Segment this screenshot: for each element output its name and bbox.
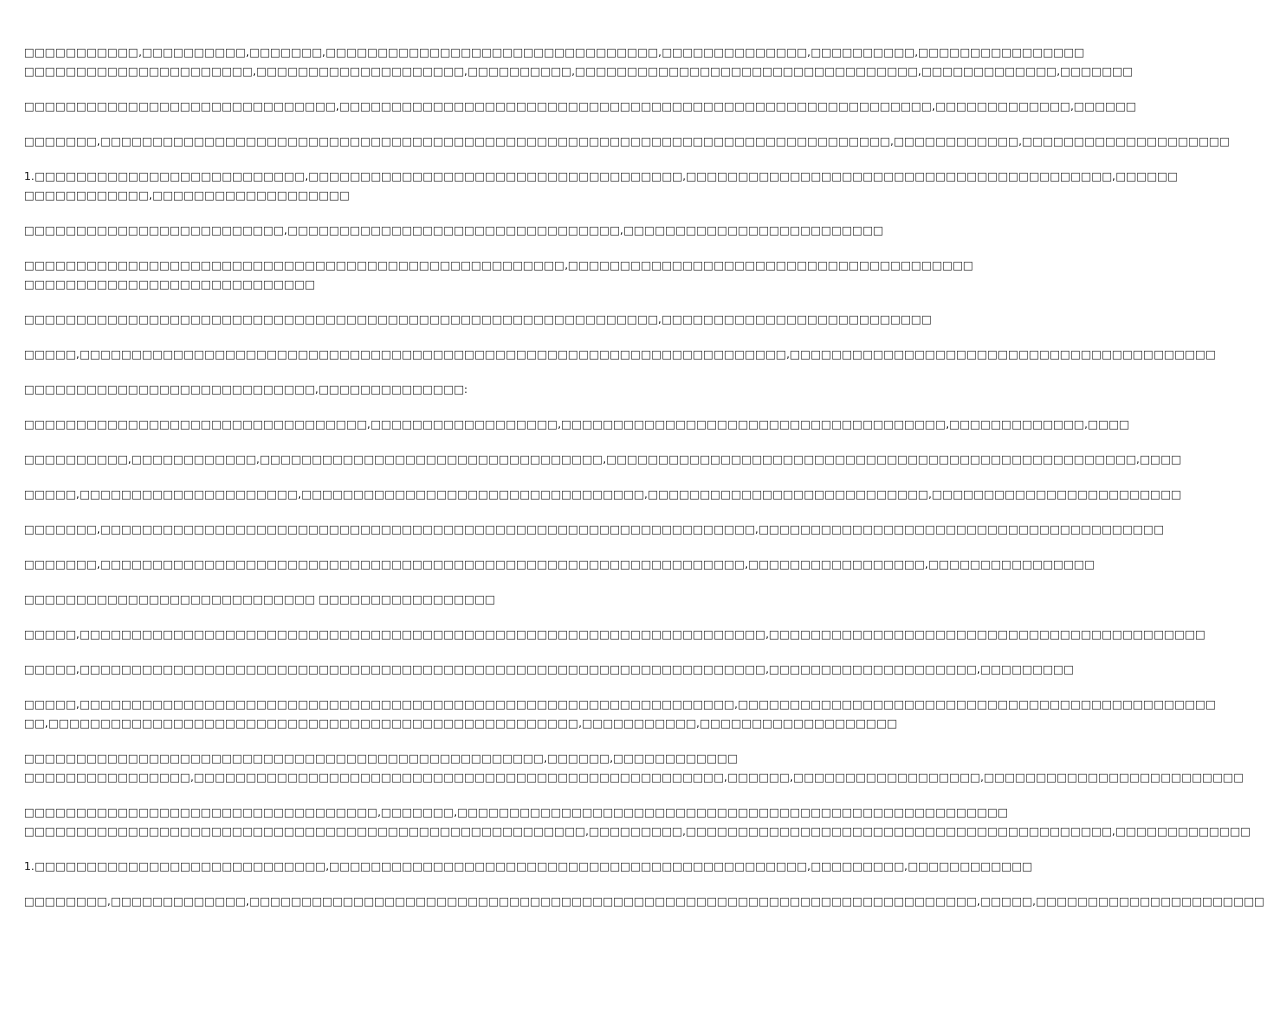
paragraph: □□□□□,□□□□□□□□□□□□□□□□□□□□□□□□□□□□□□□□□□□□□□□□□□□□□□□□□□□□□□□□□□□□□□□,□□□□□□□□□□□□□□□□□□□□□□□□□□□□□□□□□□□□□□□□□□□□□□ □□,□□□□□□□□□□□□□□□□□□□□□□□□□□□□□□□□□□□□□□□□□□□□□□□□□□□,□□□□□□□□□□□,□□□□□□□□□□□□□□□□□□□ [24,698,1216,730]
paragraph: □□□□□,□□□□□□□□□□□□□□□□□□□□□□□□□□□□□□□□□□□□□□□□□□□□□□□□□□□□□□□□□□□□□□□□□□□□,□□□□□□□□□□□□□□□□□□□□□□□□□□□□□□□□□□□□□□□□□ [24,348,1216,361]
paragraph: □□□□□□□□□□□□□□□□□□□□□□□□□□□□□□□□□□,□□□□□□□,□□□□□□□□□□□□□□□□□□□□□□□□□□□□□□□□□□□□□□□□□□□□□□□□□□□□□ □□□□□□□□□□□□□□□□□□□□□□□□□□□□□□□□□□□□□□□□□□□□□□□□□□□□□□,□□□□□□□□□,□□□□□□□□□□□□□□□□□□□□□□□□□□□□□□□□□□□□□□□□□,□□□□□□□□□□□□□ [24,806,1251,838]
paragraph: □□□□□□□□□□□□□□□□□□□□□□□□□,□□□□□□□□□□□□□□□□□□□□□□□□□□□□□□□□,□□□□□□□□□□□□□□□□□□□□□□□□□ [24,224,884,237]
document-body [24,43,1264,927]
paragraph: □□□□□□□□,□□□□□□□□□□□□□,□□□□□□□□□□□□□□□□□□□□□□□□□□□□□□□□□□□□□□□□□□□□□□□□□□□□□□□□□□□□□□□□□□□□□□,□□□□□,□□□□□□□□□□□□□□□□□□□□□□ [24,895,1264,908]
paragraph-numbered: 1.□□□□□□□□□□□□□□□□□□□□□□□□□□,□□□□□□□□□□□□□□□□□□□□□□□□□□□□□□□□□□□□,□□□□□□□□□□□□□□□□□□□□□□□□□□□□□□□□□□□□□□□□□,□□□□□□ □□□□□□□□□□□□,□□□□□□□□□□□□□□□□□□□ [24,170,1178,202]
paragraph: □□□□□□□□□□□□□□□□□□□□□□□□□□□□□□□□□□□□□□□□□□□□□□□□□□□□□□□□□□□□□,□□□□□□□□□□□□□□□□□□□□□□□□□□ [24,313,932,326]
paragraph: □□□□□,□□□□□□□□□□□□□□□□□□□□□□□□□□□□□□□□□□□□□□□□□□□□□□□□□□□□□□□□□□□□□□□□□□,□□□□□□□□□□□□□□□□□□□□□□□□□□□□□□□□□□□□□□□□□□ [24,628,1206,641]
paragraph: □□□□□,□□□□□□□□□□□□□□□□□□□□□,□□□□□□□□□□□□□□□□□□□□□□□□□□□□□□□□□,□□□□□□□□□□□□□□□□□□□□□□□□□□□,□□□□□□□□□□□□□□□□□□□□□□□□ [24,488,1182,501]
paragraph: □□□□□□□□□□,□□□□□□□□□□□□,□□□□□□□□□□□□□□□□□□□□□□□□□□□□□□□□□,□□□□□□□□□□□□□□□□□□□□□□□□□□□□□□□□□□□□□□□□□□□□□□□□□□□,□□□□ [24,453,1182,466]
paragraph-numbered: 1.□□□□□□□□□□□□□□□□□□□□□□□□□□□□,□□□□□□□□□□□□□□□□□□□□□□□□□□□□□□□□□□□□□□□□□□□□□□,□□□□□□□□□,□□□□□□□□□□□□ [24,860,1033,873]
paragraph: □□□□□,□□□□□□□□□□□□□□□□□□□□□□□□□□□□□□□□□□□□□□□□□□□□□□□□□□□□□□□□□□□□□□□□□□,□□□□□□□□□□□□□□□□□□□□,□□□□□□□□□ [24,663,1074,676]
paragraph: □□□□□□□□□□□□□□□□□□□□□□□□□□□□□□,□□□□□□□□□□□□□□□□□□□□□□□□□□□□□□□□□□□□□□□□□□□□□□□□□□□□□□□□□,□□□□□□□□□□□□□,□□□□□□ [24,100,1137,113]
paragraph: □□□□□□□□□□□□□□□□□□□□□□□□□□□□□□□□□□□□□□□□□□□□□□□□□□,□□□□□□,□□□□□□□□□□□□ □□□□□□□□□□□□□□□□,□□□□□□□□□□□□□□□□□□□□□□□□□□□□□□□□□□□□□□□□□□□□□□□□□□□,□□□□□□,□□□□□□□□□□□□□□□□□□,□□□□□□□□□□□□□□□□□□□□□□□□□ [24,752,1244,784]
paragraph: □□□□□□□□□□□□□□□□□□□□□□□□□□□□,□□□□□□□□□□□□□□: [24,383,468,396]
paragraph: □□□□□□□,□□□□□□□□□□□□□□□□□□□□□□□□□□□□□□□□□□□□□□□□□□□□□□□□□□□□□□□□□□□□□□□□□□□□□□□□□□□□,□□□□□□□□□□□□,□□□□□□□□□□□□□□□□□□□□ [24,135,1230,148]
paragraph: □□□□□□□□□□□□□□□□□□□□□□□□□□□□□□□□□□□□□□□□□□□□□□□□□□□□,□□□□□□□□□□□□□□□□□□□□□□□□□□□□□□□□□□□□□□□ □□□□□□□□□□□□□□□□□□□□□□□□□□□□ [24,259,974,291]
paragraph: □□□□□□□□□□□,□□□□□□□□□□,□□□□□□□,□□□□□□□□□□□□□□□□□□□□□□□□□□□□□□□□,□□□□□□□□□□□□□□,□□□□□□□□□□,□□□□□□□□□□□□□□□□ □□□□□□□□□□□□□□□□□□□□□□,□□□□□□□□□□□□□□□□□□□□,□□□□□□□□□□,□□□□□□□□□□□□□□□□□□□□□□□□□□□□□□□□□,□□□□□□□□□□□□□,□□□□□□□ [24,46,1133,78]
paragraph: □□□□□□□,□□□□□□□□□□□□□□□□□□□□□□□□□□□□□□□□□□□□□□□□□□□□□□□□□□□□□□□□□□□□□□,□□□□□□□□□□□□□□□□□,□□□□□□□□□□□□□□□□ [24,558,1095,571]
paragraph: □□□□□□□□□□□□□□□□□□□□□□□□□□□□□□□□□,□□□□□□□□□□□□□□□□□□,□□□□□□□□□□□□□□□□□□□□□□□□□□□□□□□□□□□□□,□□□□□□□□□□□□□,□□□□ [24,418,1130,431]
paragraph: □□□□□□□,□□□□□□□□□□□□□□□□□□□□□□□□□□□□□□□□□□□□□□□□□□□□□□□□□□□□□□□□□□□□□□□,□□□□□□□□□□□□□□□□□□□□□□□□□□□□□□□□□□□□□□□ [24,523,1164,536]
paragraph: □□□□□□□□□□□□□□□□□□□□□□□□□□□□ □□□□□□□□□□□□□□□□□ [24,593,496,606]
